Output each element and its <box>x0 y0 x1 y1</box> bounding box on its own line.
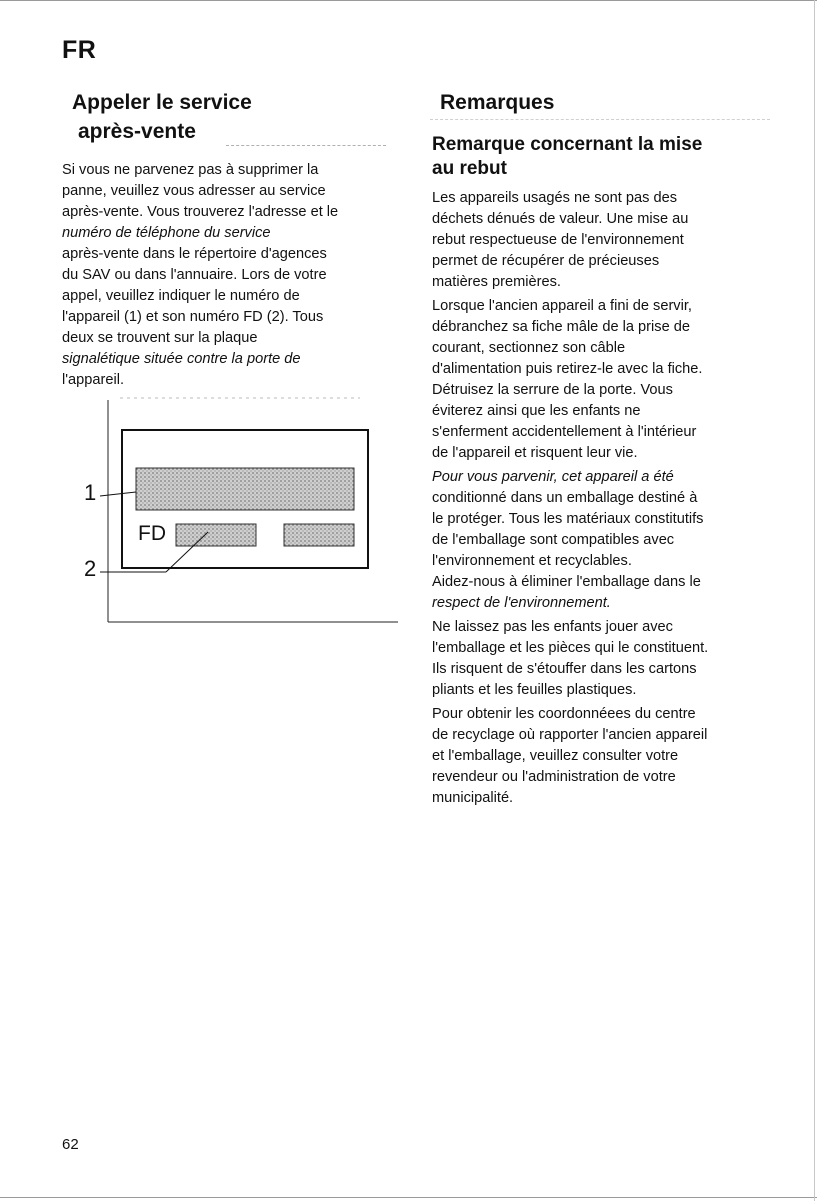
right-body-line: Aidez-nous à éliminer l'emballage dans le <box>432 574 701 590</box>
left-body-line: après-vente dans le répertoire d'agences <box>62 246 327 262</box>
left-body-line: l'appareil. <box>62 372 125 388</box>
left-body-line: après-vente. Vous trouverez l'adresse et le <box>62 204 339 220</box>
left-body-line: panne, veuillez vous adresser au service <box>62 183 326 199</box>
right-subheading-line-1: Remarque concernant la mise <box>432 134 703 155</box>
left-body-line: du SAV ou dans l'annuaire. Lors de votre <box>62 267 327 283</box>
right-subheading <box>432 133 702 181</box>
right-body-line: de recyclage où rapporter l'ancien appareil <box>432 727 708 743</box>
right-body-line: Ne laissez pas les enfants jouer avec <box>432 619 673 635</box>
left-paragraph <box>62 160 402 391</box>
left-heading <box>72 88 252 146</box>
right-body-line: pliants et les feuilles plastiques. <box>432 682 637 698</box>
rating-plate-drawing <box>80 396 400 626</box>
right-subheading-line-2: au rebut <box>432 158 507 179</box>
callout-2-label: 2 <box>84 556 97 581</box>
left-body-line: Si vous ne parvenez pas à supprimer la <box>62 162 319 178</box>
right-title-divider <box>430 119 770 120</box>
right-body-line: débranchez sa fiche mâle de la prise de <box>432 319 690 335</box>
right-body-line: Les appareils usagés ne sont pas des <box>432 190 678 206</box>
left-body-line: deux se trouvent sur la plaque <box>62 330 258 346</box>
right-body-line: Pour obtenir les coordonnéees du centre <box>432 706 696 722</box>
right-paragraph <box>432 704 802 809</box>
callout-1-label: 1 <box>84 480 97 505</box>
right-edge-line <box>814 0 815 1201</box>
right-paragraph <box>432 188 802 293</box>
right-body-line: respect de l'environnement. <box>432 595 611 611</box>
right-body-line: déchets dénués de valeur. Une mise au <box>432 211 689 227</box>
left-heading-line-2: après-vente <box>78 120 196 143</box>
fd-label: FD <box>138 522 166 545</box>
left-body <box>62 160 402 394</box>
right-body-line: Détruisez la serrure de la porte. Vous <box>432 382 673 398</box>
right-body-line: de l'emballage sont compatibles avec <box>432 532 675 548</box>
bottom-edge-line <box>0 1197 817 1198</box>
left-heading-divider <box>226 145 386 146</box>
right-body-line: éviterez ainsi que les enfants ne <box>432 403 641 419</box>
left-heading-line-1: Appeler le service <box>72 91 252 114</box>
right-body-line: l'emballage et les pièces qui le constituent. <box>432 640 709 656</box>
right-paragraph <box>432 296 802 464</box>
right-body-line: s'enferment accidentellement à l'intérieur <box>432 424 697 440</box>
right-body-line: Pour vous parvenir, cet appareil a été <box>432 469 674 485</box>
right-body-line: l'environnement et recyclables. <box>432 553 632 569</box>
left-body-line: appel, veuillez indiquer le numéro de <box>62 288 300 304</box>
right-body-line: le protéger. Tous les matériaux constitutifs <box>432 511 704 527</box>
right-body-line: de l'appareil et risquent leur vie. <box>432 445 638 461</box>
left-body-line: l'appareil (1) et son numéro FD (2). Tous <box>62 309 324 325</box>
right-body-line: matières premières. <box>432 274 561 290</box>
right-body-line: permet de récupérer de précieuses <box>432 253 660 269</box>
top-edge-line <box>0 0 817 1</box>
right-body-line: revendeur ou l'administration de votre <box>432 769 676 785</box>
right-body <box>432 188 802 812</box>
language-code: FR <box>62 36 97 64</box>
right-body-line: et l'emballage, veuillez consulter votre <box>432 748 679 764</box>
left-body-line: numéro de téléphone du service <box>62 225 271 241</box>
rating-plate-figure <box>80 396 400 626</box>
right-paragraph <box>432 617 802 701</box>
left-body-line: signalétique située contre la porte de <box>62 351 301 367</box>
right-body-line: rebut respectueuse de l'environnement <box>432 232 684 248</box>
right-paragraph <box>432 467 802 614</box>
right-body-line: courant, sectionnez son câble <box>432 340 626 356</box>
right-body-line: Ils risquent de s'étouffer dans les cartons <box>432 661 697 677</box>
right-body-line: conditionné dans un emballage destiné à <box>432 490 698 506</box>
right-body-line: Lorsque l'ancien appareil a fini de servir, <box>432 298 692 314</box>
right-body-line: municipalité. <box>432 790 514 806</box>
right-section-title: Remarques <box>440 91 555 114</box>
right-body-line: d'alimentation puis retirez-le avec la fiche. <box>432 361 703 377</box>
page-number: 62 <box>62 1136 79 1153</box>
